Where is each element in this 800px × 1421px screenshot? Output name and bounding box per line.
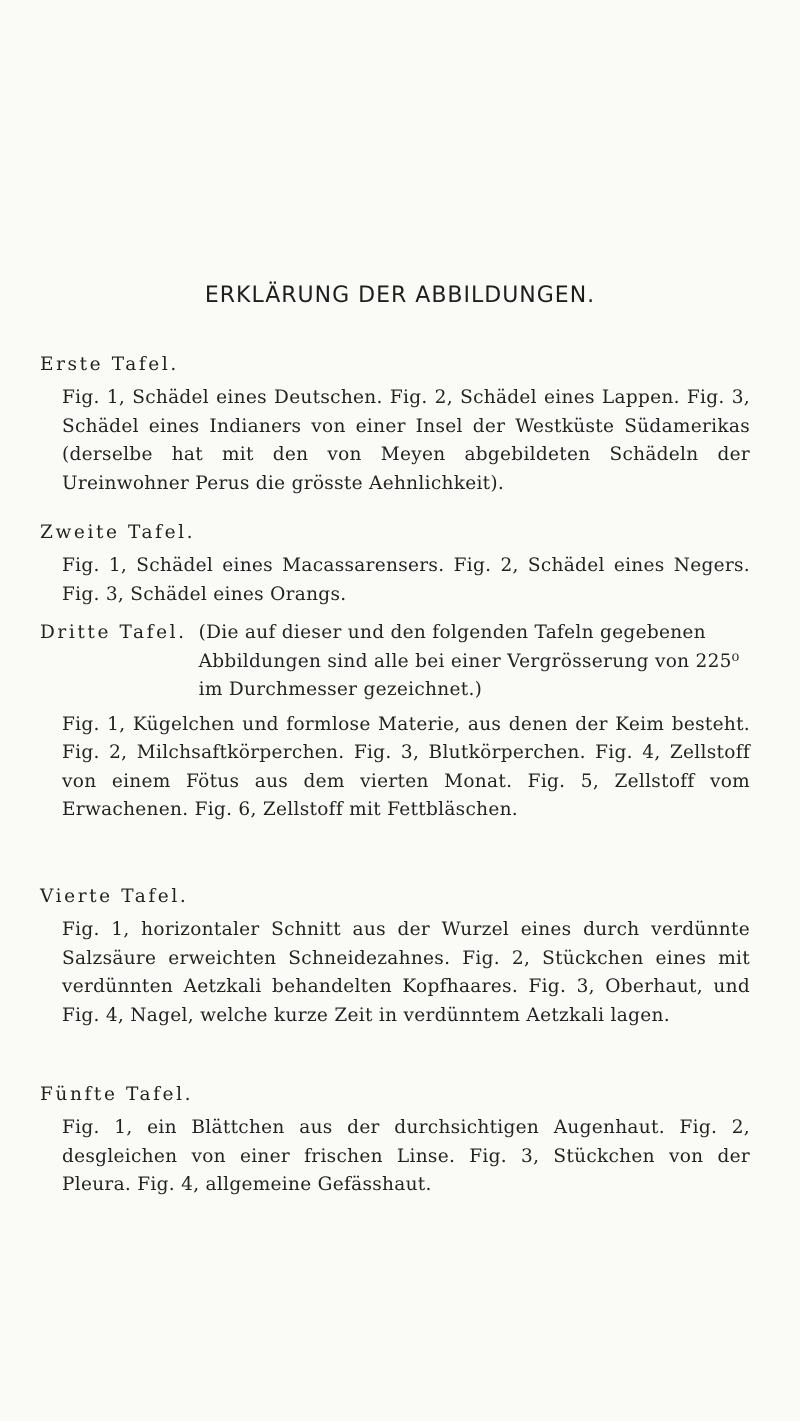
- section-text: Fig. 1, Kügelchen und formlose Materie, aus denen der Keim besteht. Fig. 2, Milchsaftkörperchen. Fig. 3, Blutkörperchen. Fig. 4, Zellstoff von einem Fötus aus dem vierten Monat. Fig. 5, Zellstoff vom Erwachenen. Fig. 6, Zellstoff mit Fettbläschen.: [62, 713, 750, 820]
- section-heading: Vierte Tafel.: [40, 886, 189, 907]
- section-heading: Fünfte Tafel.: [40, 1084, 194, 1105]
- section-heading-row: [40, 619, 750, 705]
- section-text: Fig. 1, Schädel eines Macassarensers. Fig. 2, Schädel eines Negers. Fig. 3, Schädel eines Orangs.: [62, 555, 750, 605]
- section-heading: Zweite Tafel.: [40, 522, 196, 543]
- section-zweite-tafel: [40, 520, 750, 609]
- page-title: ERKLÄRUNG DER ABBILDUNGEN.: [204, 283, 596, 308]
- section-text: Fig. 1, ein Blättchen aus der durchsichtigen Augenhaut. Fig. 2, desgleichen von einer frischen Linse. Fig. 3, Stückchen von der Pleura. Fig. 4, allgemeine Gefässhaut.: [62, 1117, 750, 1195]
- section-text: Fig. 1, horizontaler Schnitt aus der Wurzel eines durch verdünnte Salzsäure erweichten Schneidezahnes. Fig. 2, Stückchen eines mit verdünnten Aetzkali behandelten Kopfhaares. Fig. 3, Oberhaut, und Fig. 4, Nagel, welche kurze Zeit in verdünntem Aetzkali lagen.: [62, 919, 750, 1026]
- section-fuenfte-tafel: [40, 1082, 750, 1200]
- section-heading: Dritte Tafel.: [40, 622, 187, 643]
- section-dritte-tafel: [40, 619, 750, 825]
- section-heading: Erste Tafel.: [40, 354, 179, 375]
- section-vierte-tafel: [40, 884, 750, 1030]
- section-text: Fig. 1, Schädel eines Deutschen. Fig. 2, Schädel eines Lappen. Fig. 3, Schädel eines Indianers von einer Insel der Westküste Südamerikas (derselbe hat mit den von Meyen abgebildeten Schädeln der Ureinwohner Perus die grösste Aehnlichkeit).: [62, 387, 750, 494]
- section-note: (Die auf dieser und den folgenden Tafeln gegebenen Abbildungen sind alle bei einer Vergrösserung von 225⁰ im Durchmesser gezeichnet.): [198, 622, 740, 700]
- section-erste-tafel: [40, 352, 750, 498]
